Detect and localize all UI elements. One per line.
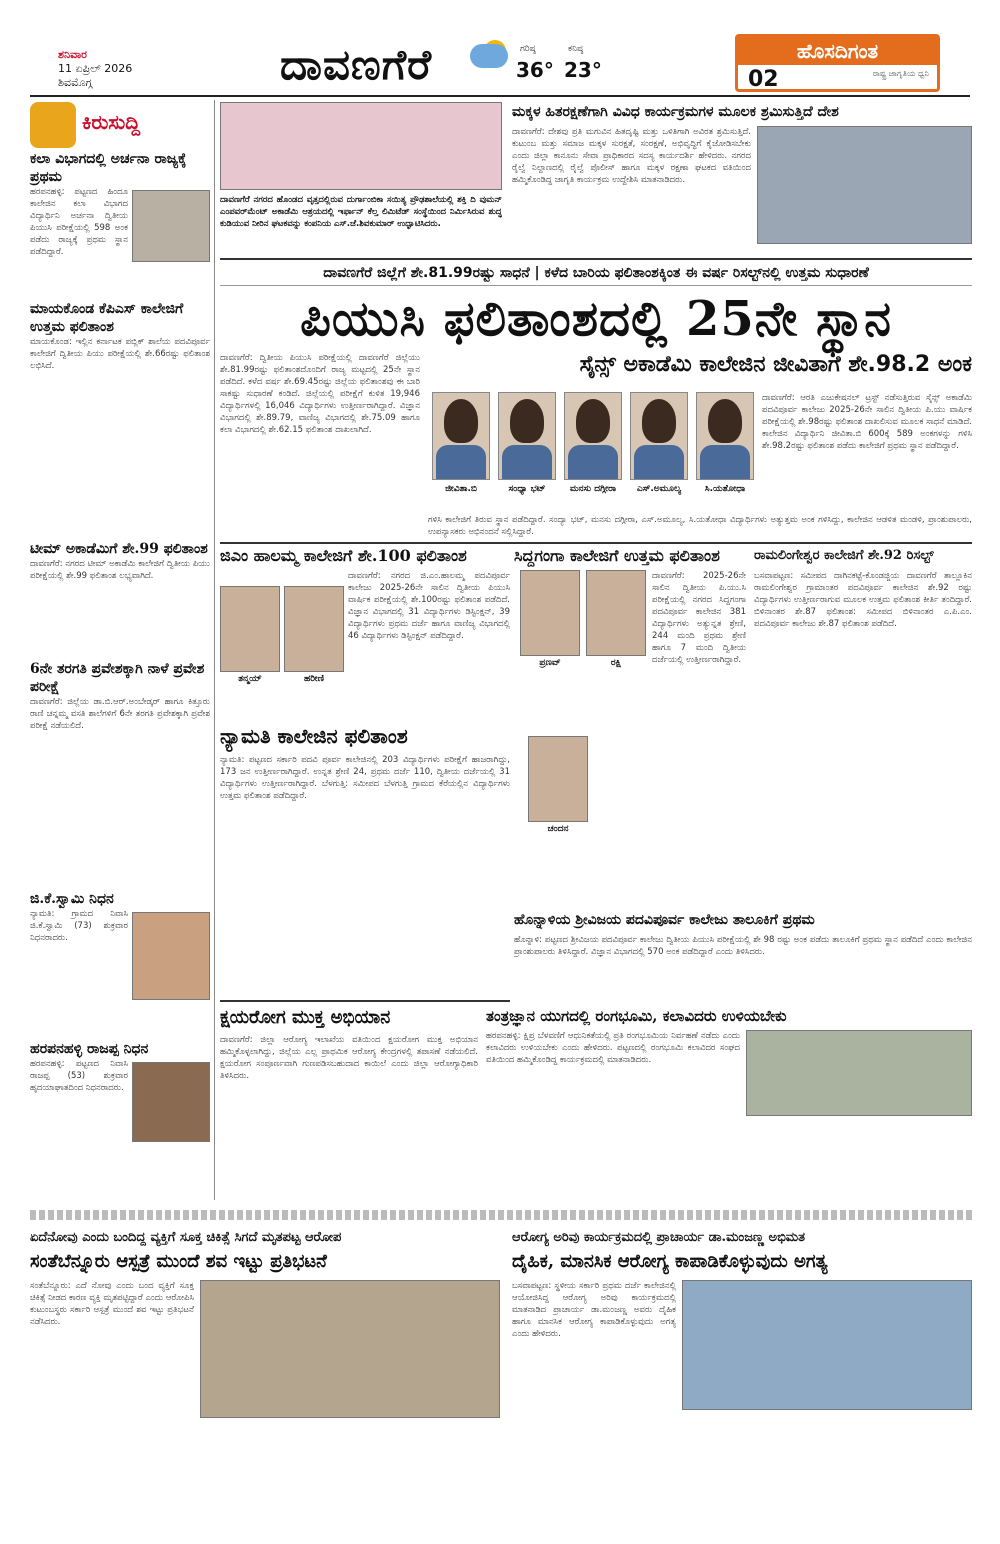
- story: [512, 102, 972, 244]
- story-text: ಬಸವಾಪಟ್ಟಣ: ಸ್ಥಳೀಯ ಸರ್ಕಾರಿ ಪ್ರಥಮ ದರ್ಜೆ ಕಾಲೇಜಿನಲ್ಲಿ ಆಯೋಜಿಸಿದ್ದ ಆರೋಗ್ಯ ಅರಿವು ಕಾರ್ಯಕ್ರಮದಲ್ಲಿ ಮಾತನಾಡಿದ ಪ್ರಾಚಾರ್ಯ ಡಾ.ಮಂಜಣ್ಣ ಅವರು ದೈಹಿಕ ಹಾಗೂ ಮಾನಸಿಕ ಆರೋಗ್ಯ ಕಾಪಾಡಿಕೊಳ್ಳುವುದು ಅಗತ್ಯ ಎಂದು ಹೇಳಿದರು.: [512, 1281, 676, 1339]
- sidebar-item: ಜಿ.ಕೆ.ಸ್ವಾಮಿ ನಿಧನ ನ್ಯಾಮತಿ: ಗ್ರಾಮದ ನಿವಾಸಿ ಜಿ.ಕೆ.ಸ್ವಾಮಿ (73) ಶುಕ್ರವಾರ ನಿಧನರಾದರು.: [30, 890, 210, 1018]
- day-label: ಶನಿವಾರ: [58, 48, 87, 61]
- student-photo: [520, 570, 580, 656]
- story: [220, 546, 510, 734]
- story-title: ತಂತ್ರಜ್ಞಾನ ಯುಗದಲ್ಲಿ ರಂಗಭೂಮಿ, ಕಲಾವಿದರು ಉಳಿಯಬೇಕು: [486, 1007, 787, 1025]
- student-name: ಸಂಧ್ಯಾ ಭಟ್: [508, 484, 546, 494]
- story: [220, 1006, 478, 1204]
- story-title: ರಾಮಲಿಂಗೇಶ್ವರ ಕಾಲೇಜಿಗೆ ಶೇ.92 ರಿಸಲ್ಟ್: [754, 548, 934, 563]
- cloud-icon: [470, 44, 508, 68]
- section-rule: [220, 542, 972, 544]
- story-text: ಬಸವಾಪಟ್ಟಣ: ಸಮೀಪದ ದಾಗಿನಕಟ್ಟೆ-ಕೊಂಡಜ್ಜಿಯ ದಾವಣಗೆರೆ ತಾಲ್ಲೂಕಿನ ರಾಮಲಿಂಗೇಶ್ವರ ಗ್ರಾಮಾಂತರ ಪದವಿಪೂರ್ವ ಕಾಲೇಜಿನ ಶೇ.92 ರಷ್ಟು ವಿದ್ಯಾರ್ಥಿಗಳು ಉತ್ತೀರ್ಣರಾಗುವ ಮೂಲಕ ಉತ್ತಮ ಫಲಿತಾಂಶ ಕೀರ್ತಿ ತಂದಿದ್ದಾರೆ. ಬಿಳಿನಾಂತರ ಶೇ.87 ಫಲಿತಾಂಶ: ಸಮೀಪದ ಬಿಳಿನಾಂತರ ಎ.ಪಿ.ಎಂ. ಪದವಿಪೂರ್ವ ಕಾಲೇಜು ಶೇ.87 ಫಲಿತಾಂಶ ಪಡೆದಿದೆ.: [754, 571, 972, 629]
- lead-band: ದಾವಣಗೆರೆ ಜಿಲ್ಲೆಗೆ ಶೇ.81.99ರಷ್ಟು ಸಾಧನೆ | ಕಳೆದ ಬಾರಿಯ ಫಲಿತಾಂಶಕ್ಕಿಂತ ಈ ವರ್ಷ ರಿಸಲ್ಟ್‌ನಲ್ಲಿ ಉತ್ತಮ ಸುಧಾರಣೆ: [220, 258, 972, 286]
- lead-text: ದಾವಣಗೆರೆ: ದ್ವಿತೀಯ ಪಿಯುಸಿ ಪರೀಕ್ಷೆಯಲ್ಲಿ ದಾವಣಗೆರೆ ಜಿಲ್ಲೆಯು ಶೇ.81.99ರಷ್ಟು ಫಲಿತಾಂಶದೊಂದಿಗೆ ರಾಜ್ಯ ಮಟ್ಟದಲ್ಲಿ 25ನೇ ಸ್ಥಾನ ಪಡೆದಿದೆ. ಕಳೆದ ವರ್ಷ ಶೇ.69.45ರಷ್ಟು ಜಿಲ್ಲೆಯ ಫಲಿತಾಂಶವು ಈ ಬಾರಿ ಸಾಕಷ್ಟು ಸುಧಾರಣೆ ಕಂಡಿದೆ. ಜಿಲ್ಲೆಯಲ್ಲಿ ಪರೀಕ್ಷೆಗೆ ಕುಳಿತ 19,946 ವಿದ್ಯಾರ್ಥಿಗಳಲ್ಲಿ 16,046 ವಿದ್ಯಾರ್ಥಿಗಳು ಉತ್ತೀರ್ಣರಾಗಿದ್ದಾರೆ. ವಿಜ್ಞಾನ ವಿಭಾಗದಲ್ಲಿ ಶೇ.89.79, ವಾಣಿಜ್ಯ ವಿಭಾಗದಲ್ಲಿ ಶೇ.75.09 ಹಾಗೂ ಕಲಾ ವಿಭಾಗದಲ್ಲಿ ಶೇ.62.15 ಫಲಿತಾಂಶ ದಾಖಲಾಗಿದೆ.: [220, 353, 420, 435]
- page-number: 02: [748, 67, 779, 92]
- lead-text: ದಾವಣಗೆರೆ: ಆರತಿ ಎಜುಕೇಷನಲ್ ಟ್ರಸ್ಟ್ ನಡೆಸುತ್ತಿರುವ ಸೈನ್ಸ್ ಅಕಾಡೆಮಿ ಪದವಿಪೂರ್ವ ಕಾಲೇಜು 2025-26ನೇ ಸಾಲಿನ ದ್ವಿತೀಯ ಪಿ.ಯು ವಾರ್ಷಿಕ ಪರೀಕ್ಷೆಯಲ್ಲಿ ಶೇ.98ರಷ್ಟು ಫಲಿತಾಂಶ ದಾಖಲಿಸುವ ಮೂಲಕ ಸಾಧನೆ ಮಾಡಿದೆ. ಕಾಲೇಜಿನ ವಿದ್ಯಾರ್ಥಿನಿ ಜೀವಿತಾ.ಬಿ 600ಕ್ಕೆ 589 ಅಂಕಗಳನ್ನು ಗಳಿಸಿ ಶೇ.98.2ರಷ್ಟು ಫಲಿತಾಂಶ ಪಡೆದು ಕಾಲೇಜಿಗೆ ಪ್ರಥಮ ಸ್ಥಾನ ಪಡೆದಿದ್ದಾರೆ.: [762, 393, 972, 451]
- student-name: ಸಿ.ಯತೋಧಾ: [704, 484, 746, 494]
- sidebar-item: ಟೀಮ್ ಅಕಾಡೆಮಿಗೆ ಶೇ.99 ಫಲಿತಾಂಶ ದಾವಣಗೆರೆ: ನಗರದ ಟೀಮ್ ಅಕಾಡೆಮಿ ಕಾಲೇಜಿಗೆ ದ್ವಿತೀಯ ಪಿಯು ಪರೀಕ್ಷೆಯಲ್ಲಿ ಶೇ.99 ಫಲಿತಾಂಶ ಲಭ್ಯವಾಗಿದೆ.: [30, 541, 210, 581]
- story: [486, 1006, 972, 1200]
- student-name: ಮನಸು ದಗ್ಗೀರಾ: [569, 484, 617, 494]
- student-photo: [696, 392, 754, 480]
- story-title: ಹೊನ್ನಾಳಿಯ ಶ್ರೀವಿಜಯ ಪದವಿಪೂರ್ವ ಕಾಲೇಜು ತಾಲೂಕಿಗೆ ಪ್ರಥಮ: [514, 912, 815, 928]
- student-photo: [630, 392, 688, 480]
- lead-text: ಗಳಿಸಿ ಕಾಲೇಜಿಗೆ ತಿರುವ ಸ್ಥಾನ ಪಡೆದಿದ್ದಾರೆ. ಸಂದ್ಯಾ ಭಟ್, ಮನಸು ದಗ್ಗೀರಾ, ಎಸ್.ಅಮೂಲ್ಯ, ಸಿ.ಯತೋಧಾ ವಿದ್ಯಾರ್ಥಿಗಳು ಅತ್ಯುತ್ತಮ ಅಂಕ ಗಳಿಸಿದ್ದು, ಕಾಲೇಜಿನ ಆಡಳಿತ ಮಂಡಳಿ, ಪ್ರಾಂಶುಪಾಲರು, ಉಪನ್ಯಾಸಕರು ಅಭಿನಂದನೆ ಸಲ್ಲಿಸಿದ್ದಾರೆ.: [428, 515, 972, 537]
- story-title: ಮಕ್ಕಳ ಹಿತರಕ್ಷಣೆಗಾಗಿ ವಿವಿಧ ಕಾರ್ಯಕ್ರಮಗಳ ಮೂಲಕ ಶ್ರಮಿಸುತ್ತಿದೆ ದೇಶ: [512, 104, 839, 120]
- student-name: ಎಸ್.ಅಮೂಲ್ಯ: [636, 484, 682, 494]
- event-photo: [757, 126, 972, 244]
- hand-icon: [30, 102, 76, 148]
- section-separator: [30, 1210, 972, 1220]
- student-photo: [132, 190, 210, 262]
- lead-subheadline: ಸೈನ್ಸ್ ಅಕಾಡೆಮಿ ಕಾಲೇಜಿನ ಜೀವಿತಾಗೆ ಶೇ.98.2 ಅಂಕ: [579, 352, 972, 377]
- story: [514, 546, 746, 834]
- story-text: ದಾವಣಗೆರೆ: ಜಿಲ್ಲಾ ಆರೋಗ್ಯ ಇಲಾಖೆಯ ವತಿಯಿಂದ ಕ್ಷಯರೋಗ ಮುಕ್ತ ಅಭಿಯಾನ ಹಮ್ಮಿಕೊಳ್ಳಲಾಗಿದ್ದು, ಜಿಲ್ಲೆಯ ಎಲ್ಲ ಪ್ರಾಥಮಿಕ ಆರೋಗ್ಯ ಕೇಂದ್ರಗಳಲ್ಲಿ ತಪಾಸಣೆ ನಡೆಯಲಿದೆ. ಕ್ಷಯರೋಗ ಸಂಪೂರ್ಣವಾಗಿ ಗುಣಪಡಿಸಬಹುದಾದ ಕಾಯಿಲೆ ಎಂದು ಜಿಲ್ಲಾ ಆರೋಗ್ಯಾಧಿಕಾರಿ ತಿಳಿಸಿದರು.: [220, 1035, 478, 1081]
- story-title: ಜಿಎಂ ಹಾಲಮ್ಮ ಕಾಲೇಜಿಗೆ ಶೇ.100 ಫಲಿತಾಂಶ: [220, 546, 467, 565]
- paper-name: ಹೊಸದಿಗಂತ: [738, 37, 937, 65]
- story-text: ದಾವಣಗೆರೆ: ನಗರದ ಜಿ.ಎಂ.ಹಾಲಮ್ಮ ಪದವಿಪೂರ್ವ ಕಾಲೇಜು 2025-26ನೇ ಸಾಲಿನ ದ್ವಿತೀಯ ಪಿಯುಸಿ ವಾರ್ಷಿಕ ಪರೀಕ್ಷೆಯಲ್ಲಿ ಶೇ.100ರಷ್ಟು ಫಲಿತಾಂಶ ಪಡೆದಿದೆ. ವಿಜ್ಞಾನ ವಿಭಾಗದಲ್ಲಿ 31 ವಿದ್ಯಾರ್ಥಿಗಳು ಡಿಸ್ಟಿಂಕ್ಷನ್, 39 ವಿದ್ಯಾರ್ಥಿಗಳು ಪ್ರಥಮ ದರ್ಜೆ ಹಾಗೂ ವಾಣಿಜ್ಯ ವಿಭಾಗದಲ್ಲಿ 46 ವಿದ್ಯಾರ್ಥಿಗಳು ಡಿಸ್ಟಿಂಕ್ಷನ್ ಪಡೆದಿದ್ದಾರೆ.: [348, 571, 510, 641]
- max-temp: 36°: [516, 58, 554, 82]
- student-name: ಪ್ರಣವ್: [539, 658, 561, 668]
- story-subtitle: ದೈಹಿಕ, ಮಾನಸಿಕ ಆರೋಗ್ಯ ಕಾಪಾಡಿಕೊಳ್ಳುವುದು ಅಗತ್ಯ: [512, 1251, 828, 1272]
- student-photo: [220, 586, 280, 672]
- obituary-photo: [132, 912, 210, 1000]
- sidebar-label: ಕಿರುಸುದ್ದಿ: [30, 102, 210, 148]
- story-title: ಆರೋಗ್ಯ ಅರಿವು ಕಾರ್ಯಕ್ರಮದಲ್ಲಿ ಪ್ರಾಚಾರ್ಯ ಡಾ.ಮಂಜಣ್ಣ ಅಭಿಮತ: [512, 1230, 806, 1245]
- student-photo: [564, 392, 622, 480]
- student-photo: [284, 586, 344, 672]
- event-photo: [220, 102, 502, 190]
- protest-photo: [200, 1280, 500, 1418]
- story-text: ಹೊನ್ನಾಳಿ: ಪಟ್ಟಣದ ಶ್ರೀವಿಜಯ ಪದವಿಪೂರ್ವ ಕಾಲೇಜು ದ್ವಿತೀಯ ಪಿಯುಸಿ ಪರೀಕ್ಷೆಯಲ್ಲಿ ಶೇ 98 ರಷ್ಟು ಅಂಕ ಪಡೆದು ತಾಲೂಕಿಗೆ ಪ್ರಥಮ ಸ್ಥಾನ ಪಡೆದಿದೆ ಎಂದು ಕಾಲೇಜಿನ ಪ್ರಾಂಶುಪಾಲರು ತಿಳಿಸಿದ್ದಾರೆ. ವಿಜ್ಞಾನ ವಿಭಾಗದಲ್ಲಿ 570 ಅಂಕ ಪಡೆದಿದ್ದಾರೆ ಎಂದು ತಿಳಿಸಿದರು.: [514, 935, 972, 957]
- student-name: ಜೀವಿತಾ.ಬಿ: [445, 484, 477, 494]
- story-text: ಸಂತೆಬೆನ್ನೂರು: ಎದೆ ನೋವು ಎಂದು ಬಂದ ವ್ಯಕ್ತಿಗೆ ಸೂಕ್ತ ಚಿಕಿತ್ಸೆ ನೀಡದ ಕಾರಣ ವ್ಯಕ್ತಿ ಮೃತಪಟ್ಟಿದ್ದಾರೆ ಎಂದು ಆರೋಪಿಸಿ ಕುಟುಂಬಸ್ಥರು ಸರ್ಕಾರಿ ಆಸ್ಪತ್ರೆ ಮುಂದೆ ಶವ ಇಟ್ಟು ಪ್ರತಿಭಟನೆ ನಡೆಸಿದರು.: [30, 1281, 194, 1327]
- story-text: ನ್ಯಾಮತಿ: ಪಟ್ಟಣದ ಸರ್ಕಾರಿ ಪದವಿ ಪೂರ್ವ ಕಾಲೇಜಿನಲ್ಲಿ 203 ವಿದ್ಯಾರ್ಥಿಗಳು ಪರೀಕ್ಷೆಗೆ ಹಾಜರಾಗಿದ್ದು, 173 ಜನ ಉತ್ತೀರ್ಣರಾಗಿದ್ದಾರೆ. ಉನ್ನತ ಶ್ರೇಣಿ 24, ಪ್ರಥಮ ದರ್ಜೆ 110, ದ್ವಿತೀಯ ದರ್ಜೆಯಲ್ಲಿ 31 ವಿದ್ಯಾರ್ಥಿಗಳು ಉತ್ತೀರ್ಣರಾಗಿದ್ದಾರೆ. ಬೆಳಗುತ್ತಿ: ಸಮೀಪದ ಬೆಳಗುತ್ತಿ ಗ್ರಾಮದ ಕೆರೆಯಲ್ಲಿನ ವಿದ್ಯಾರ್ಥಿಗಳು ಉತ್ತಮ ಫಲಿತಾಂಶ ಪಡೆದಿದ್ದಾರೆ.: [220, 755, 510, 801]
- tagline: ರಾಷ್ಟ್ರ ಜಾಗೃತಿಯ ಧ್ವನಿ: [872, 69, 929, 78]
- story-text: ದಾವಣಗೆರೆ: 2025-26ನೇ ಸಾಲಿನ ದ್ವಿತೀಯ ಪಿ.ಯು.ಸಿ ಪರೀಕ್ಷೆಯಲ್ಲಿ ನಗರದ ಸಿದ್ದಗಂಗಾ ಪದವಿಪೂರ್ವ ಕಾಲೇಜಿನ 381 ವಿದ್ಯಾರ್ಥಿಗಳು ಅತ್ಯುನ್ನತ ಶ್ರೇಣಿ, 244 ಮಂದಿ ಪ್ರಥಮ ಶ್ರೇಣಿ ಹಾಗೂ 7 ಮಂದಿ ದ್ವಿತೀಯ ದರ್ಜೆಯಲ್ಲಿ ಉತ್ತೀರ್ಣರಾಗಿದ್ದಾರೆ.: [652, 571, 746, 665]
- lead-headline: ಪಿಯುಸಿ ಫಲಿತಾಂಶದಲ್ಲಿ 25ನೇ ಸ್ಥಾನ: [300, 291, 892, 347]
- edition-label: ಶಿವಮೊಗ್ಗ: [58, 76, 93, 89]
- story-text: ಹರಪನಹಳ್ಳಿ: ಕ್ಷಿಪ್ರ ಬೆಳವಣಿಗೆ ಆಧುನಿಕತೆಯಲ್ಲಿ ಪ್ರತಿ ರಂಗಭೂಮಿಯ ನಿರ್ವಹಣೆ ನಡೆದು ಎಂದು ಕಲಾವಿದರು ಉಳಿಯಬೇಕು ಎಂದು ಹೇಳಿದರು. ಪಟ್ಟಣದಲ್ಲಿ ರಂಗಭೂಮಿ ಕಲಾವಿದರ ಸಂಘದ ವತಿಯಿಂದ ಹಮ್ಮಿಕೊಂಡಿದ್ದ ಕಾರ್ಯಕ್ರಮದಲ್ಲಿ ಮಾತನಾಡಿದರು.: [486, 1031, 740, 1065]
- date-block: [58, 48, 228, 90]
- event-photo: [746, 1030, 972, 1116]
- story: [754, 546, 972, 900]
- story: [220, 722, 510, 924]
- student-photo: [432, 392, 490, 480]
- sidebar-item: 6ನೇ ತರಗತಿ ಪ್ರವೇಶಕ್ಕಾಗಿ ನಾಳೆ ಪ್ರವೇಶ ಪರೀಕ್ಷೆ ದಾವಣಗೆರೆ: ಜಿಲ್ಲೆಯ ಡಾ.ಬಿ.ಆರ್.ಅಂಬೇಡ್ಕರ್ ಹಾಗೂ ಕಿತ್ತೂರು ರಾಣಿ ಚನ್ನಮ್ಮ ವಸತಿ ಶಾಲೆಗಳಿಗೆ 6ನೇ ತರಗತಿ ಪ್ರವೇಶಕ್ಕಾಗಿ ಪ್ರವೇಶ ಪರೀಕ್ಷೆ ನಡೆಯಲಿದೆ.: [30, 661, 210, 731]
- sidebar-item: ಹರಪನಹಳ್ಳಿ ರಾಜಪ್ಪ ನಿಧನ ಹರಪನಹಳ್ಳಿ: ಪಟ್ಟಣದ ನಿವಾಸಿ ರಾಜಪ್ಪ (53) ಶುಕ್ರವಾರ ಹೃದಯಾಘಾತದಿಂದ ನಿಧನರಾದರು.: [30, 1040, 210, 1178]
- story-title: ಕ್ಷಯರೋಗ ಮುಕ್ತ ಅಭಿಯಾನ: [220, 1007, 391, 1028]
- sidebar-item: ಮಾಯಕೊಂಡ ಕೆಪಿಎಸ್ ಕಾಲೇಜಿಗೆ ಉತ್ತಮ ಫಲಿತಾಂಶ ಮಾಯಕೊಂಡ: ಇಲ್ಲಿನ ಕರ್ನಾಟಕ ಪಬ್ಲಿಕ್ ಶಾಲೆಯ ಪದವಿಪೂರ್ವ ಕಾಲೇಜಿಗೆ ದ್ವಿತೀಯ ಪಿಯು ಪರೀಕ್ಷೆಯಲ್ಲಿ ಶೇ.66ರಷ್ಟು ಫಲಿತಾಂಶ ಲಭಿಸಿದೆ.: [30, 301, 210, 371]
- weather-widget: [470, 40, 610, 84]
- student-name: ಚಂದನ: [547, 824, 569, 834]
- min-temp: 23°: [564, 58, 602, 82]
- student-photo: [528, 736, 588, 822]
- obituary-photo: [132, 1062, 210, 1142]
- story: [512, 1228, 972, 1480]
- story-title: ನ್ಯಾಮತಿ ಕಾಲೇಜಿನ ಫಲಿತಾಂಶ: [220, 724, 408, 748]
- story-title: ಏದೆನೋವು ಎಂದು ಬಂದಿದ್ದ ವ್ಯಕ್ತಿಗೆ ಸೂಕ್ತ ಚಿಕಿತ್ಸೆ ಸಿಗದೆ ಮೃತಪಟ್ಟ ಆರೋಪ: [30, 1230, 342, 1245]
- story-title: ಸಿದ್ದಗಂಗಾ ಕಾಲೇಜಿಗೆ ಉತ್ತಮ ಫಲಿತಾಂಶ: [514, 546, 720, 565]
- student-photo: [586, 570, 646, 656]
- event-photo: [682, 1280, 972, 1410]
- min-temp-label: ಕನಿಷ್ಠ: [568, 44, 584, 54]
- student-photos: [428, 392, 758, 500]
- date-label: 11 ಏಪ್ರಿಲ್ 2026: [58, 62, 133, 75]
- student-photo: [498, 392, 556, 480]
- student-name: ರಕ್ಷಿ: [610, 658, 622, 668]
- max-temp-label: ಗರಿಷ್ಠ: [520, 44, 536, 54]
- story-subtitle: ಸಂತೆಬೆನ್ನೂರು ಆಸ್ಪತ್ರೆ ಮುಂದೆ ಶವ ಇಟ್ಟು ಪ್ರತಿಭಟನೆ: [30, 1251, 327, 1272]
- column-divider: [214, 100, 215, 1200]
- story: [30, 1228, 500, 1480]
- student-name: ತನ್ಮಯ್: [238, 674, 262, 684]
- sidebar-item: ಕಲಾ ವಿಭಾಗದಲ್ಲಿ ಅರ್ಚನಾ ರಾಜ್ಯಕ್ಕೆ ಪ್ರಥಮ ಹರಪನಹಳ್ಳಿ: ಪಟ್ಟಣದ ಹಿಂದೂ ಕಾಲೇಜಿನ ಕಲಾ ವಿಭಾಗದ ವಿದ್ಯಾರ್ಥಿನಿ ಅರ್ಚನಾ ದ್ವಿತೀಯ ಪಿಯುಸಿ ಪರೀಕ್ಷೆಯಲ್ಲಿ 598 ಅಂಕ ಪಡೆದು ರಾಜ್ಯಕ್ಕೆ ಪ್ರಥಮ ಸ್ಥಾನ ಪಡೆದಿದ್ದಾರೆ.: [30, 150, 210, 274]
- student-name: ಹರೀಣಿ: [304, 674, 324, 684]
- header-rule: [30, 95, 970, 97]
- city-masthead: ದಾವಣಗೆರೆ: [280, 40, 433, 89]
- section-rule: [220, 1000, 510, 1002]
- newspaper-logo: [735, 34, 940, 92]
- story-text: ದಾವಣಗೆರೆ: ದೇಶವು ಪ್ರತಿ ಮಗುವಿನ ಹಿತದೃಷ್ಟಿ ಮತ್ತು ಒಳಿತಿಗಾಗಿ ಅವಿರತ ಶ್ರಮಿಸುತ್ತಿದೆ. ಕುಟುಂಬ ಮತ್ತು ಸಮಾಜ ಮಕ್ಕಳ ಸುರಕ್ಷತೆ, ಸಂರಕ್ಷಣೆ, ಅಭಿವೃದ್ಧಿಗೆ ಕೈಜೋಡಿಸಬೇಕು ಎಂದು ಜಿಲ್ಲಾ ಕಾನೂನು ಸೇವಾ ಪ್ರಾಧಿಕಾರದ ಸದಸ್ಯ ಕಾರ್ಯದರ್ಶಿ ಹೇಳಿದರು. ನಗರದ ರೈಲ್ವೆ ನಿಲ್ದಾಣದಲ್ಲಿ ರೈಲ್ವೆ ಪೊಲೀಸ್ ಹಾಗೂ ಮಕ್ಕಳ ರಕ್ಷಣಾ ಘಟಕದ ವತಿಯಿಂದ ಹಮ್ಮಿಕೊಂಡಿದ್ದ ಜಾಗೃತಿ ಕಾರ್ಯಕ್ರಮ ಉದ್ದೇಶಿಸಿ ಮಾತನಾಡಿದರು.: [512, 127, 751, 185]
- photo-caption: ದಾವಣಗೆರೆ ನಗರದ ಹೊಂಡದ ವೃತ್ತದಲ್ಲಿರುವ ದುರ್ಗಾಂಬಿಕಾ ಸಯಿತ್ಯ ಪ್ರೌಢಶಾಲೆಯಲ್ಲಿ ಶಕ್ತಿ ದಿ ವುಮನ್ ಎಂಪವರ್‌ಮೆಂಟ್ ಅಕಾಡೆಮಿ ಆಶ್ರಯದಲ್ಲಿ ಇರ್ಫಾನ್ ಕೆಲ್ತ ಲಿಮಿಟೆಡ್ ಸಂಸ್ಥೆಯಿಂದ ನಿರ್ಮಿಸಿರುವ ಶುದ್ಧ ಕುಡಿಯುವ ನೀರಿನ ಘಟಕವನ್ನು ಕಂಪನಿಯ ಎಸ್.ಜೆ.ಶಿವಕುಮಾರ್ ಉದ್ಘಾಟಿಸಿದರು.: [220, 195, 502, 229]
